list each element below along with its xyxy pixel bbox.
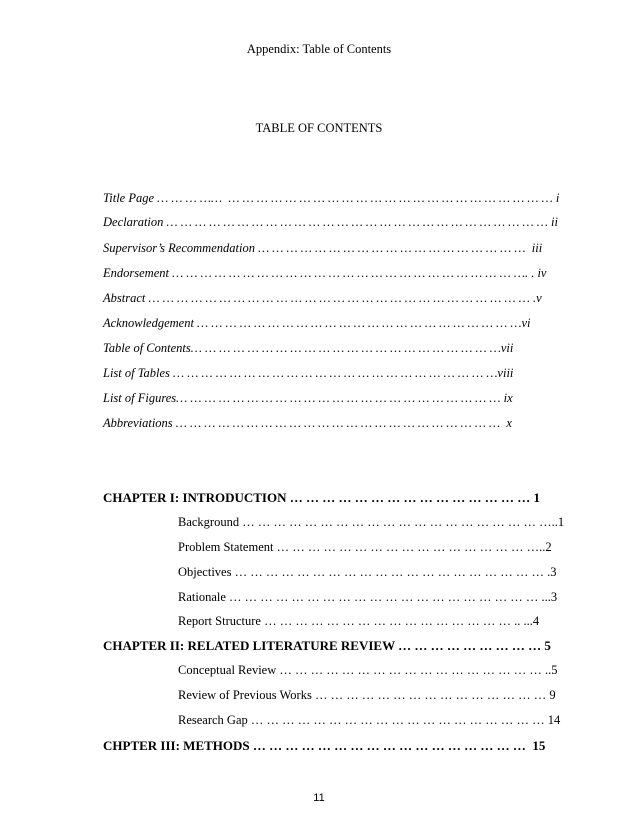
toc-chapter-2: CHAPTER II: RELATED LITERATURE REVIEW … … … … … … … … … 5 xyxy=(103,638,551,653)
toc-entry-table-of-contents: Table of Contents… … … … … … … … … … … … … … … … … … … … … …vii xyxy=(103,341,514,355)
toc-entry-abstract: Abstract … … … … … … … … … … … … … … … … … … … … … … … … … … … .v xyxy=(103,291,542,305)
toc-title: TABLE OF CONTENTS xyxy=(255,121,383,135)
toc-entry-list-of-figures: List of Figures… … … … … … … … … … … … … … … … … … … … … … … ix xyxy=(103,391,513,405)
toc-entry-title-page: Title Page … … … …… … … … … … … … … … … … … … … … … … … … … … … … i xyxy=(103,191,560,205)
toc-section-conceptual-review: Conceptual Review … … … … … … … … … … … … … … … … … ..5 xyxy=(178,663,558,677)
toc-chapter-1: CHAPTER I: INTRODUCTION … … … … … … … … … … … … … … … 1 xyxy=(103,490,540,505)
toc-section-review-previous-works: Review of Previous Works … … … … … … … … … … … … … … … 9 xyxy=(178,688,556,702)
toc-entry-abbreviations: Abbreviations … … … … … … … … … … … … … … … … … … … … … … … x xyxy=(103,416,512,430)
toc-entry-acknowledgement: Acknowledgement … … … … … … … … … … … … … … … … … … … … … … …vi xyxy=(103,316,531,330)
toc-section-rationale: Rationale … … … … … … … … … … … … … … … … … … … … ...3 xyxy=(178,590,558,604)
page-header: Appendix: Table of Contents xyxy=(246,42,392,56)
toc-section-research-gap: Research Gap … … … … … … … … … … … … … … … … … … … 14 xyxy=(178,713,561,727)
toc-entry-declaration: Declaration … … … … … … … … … … … … … … … … … … … … … … … … … … … ii xyxy=(103,215,558,229)
toc-entry-endorsement: Endorsement … … … … … … … … … … … … … … … … … … … … … … … … …. . iv xyxy=(103,266,547,280)
page-number: 11 xyxy=(313,792,325,804)
toc-section-problem-statement: Problem Statement … … … … … … … … … … … … … … … … …..2 xyxy=(178,540,552,554)
toc-section-background: Background … … … … … … … … … … … … … … … … … … … …..1 xyxy=(178,515,565,529)
toc-section-report-structure: Report Structure … … … … … … … … … … … … … … … … .. ...4 xyxy=(178,614,540,628)
toc-chapter-3: CHPTER III: METHODS … … … … … … … … … … … … … … … … … 15 xyxy=(103,738,546,753)
toc-section-objectives: Objectives … … … … … … … … … … … … … … … … … … … … .3 xyxy=(178,565,557,579)
toc-entry-supervisor-recommendation: Supervisor’s Recommendation … … … … … … … … … … … … … … … … … … … iii xyxy=(103,241,543,255)
toc-entry-list-of-tables: List of Tables … … … … … … … … … … … … … … … … … … … … … … …viii xyxy=(103,366,514,380)
